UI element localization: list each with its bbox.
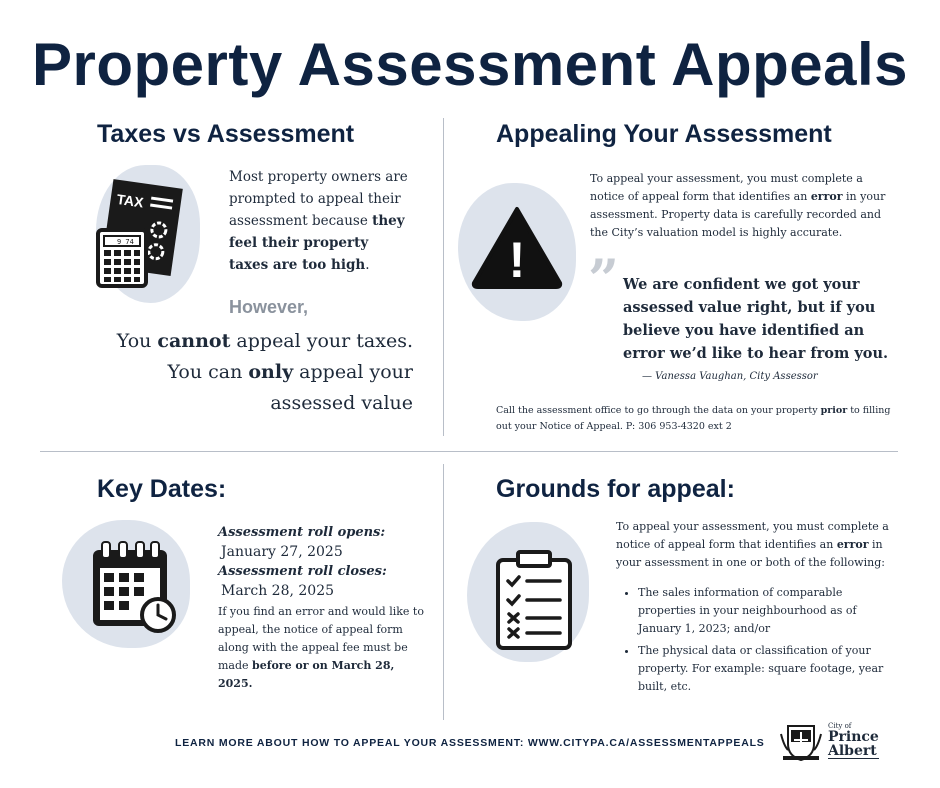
horizontal-divider (40, 451, 898, 452)
key-dates-content (218, 525, 428, 693)
taxes-statement-line-1: You cannot appeal your taxes. (116, 330, 413, 352)
logo-city-of: City of (828, 722, 852, 730)
roll-opens-label: Assessment roll opens: (218, 525, 386, 540)
roll-opens-date: January 27, 2025 (221, 544, 343, 560)
roll-closes-date: March 28, 2025 (221, 583, 335, 599)
taxes-heading: Taxes vs Assessment (97, 120, 355, 148)
appealing-section (496, 120, 832, 149)
appealing-heading: Appealing Your Assessment (496, 120, 832, 148)
city-crest-icon (778, 722, 824, 762)
list-item: • The physical data or classification of your property. For example: square footage, year built, etc. (638, 642, 891, 696)
clipboard-checklist-icon (494, 550, 574, 650)
footer-link-text[interactable]: LEARN MORE ABOUT HOW TO APPEAL YOUR ASSESSMENT: WWW.CITYPA.CA/ASSESSMENTAPPEALS (175, 737, 765, 749)
logo-prince: Prince (828, 729, 879, 745)
taxes-intro-bold: they feel their property taxes are too high (229, 213, 405, 273)
taxes-statement (100, 326, 413, 419)
vertical-divider-bottom (443, 464, 444, 720)
grounds-intro: To appeal your assessment, you must complete a notice of appeal form that identifies an error in your assessment in one or both of the following: (616, 520, 889, 569)
taxes-section (97, 120, 354, 149)
svg-text:9 74: 9 74 (117, 238, 134, 246)
taxes-intro-text: Most property owners are prompted to appeal their assessment because (229, 169, 408, 229)
assessor-quote: We are confident we got your assessed value right, but if you believe you have identified an error we’d like to hear from you. (623, 276, 889, 362)
vertical-divider-top (443, 118, 444, 436)
tax-document-calculator-icon (95, 178, 195, 288)
svg-text:TAX: TAX (115, 190, 145, 211)
key-dates-section (97, 475, 226, 504)
taxes-statement-line-3: assessed value (270, 392, 413, 414)
taxes-intro (229, 166, 409, 276)
call-office-note: Call the assessment office to go through the data on your property prior to filling out your Notice of Appeal. P: 306 953-4320 ext 2 (496, 405, 891, 432)
calendar-clock-icon (90, 540, 180, 635)
warning-icon (470, 205, 564, 289)
key-dates-heading: Key Dates: (97, 475, 227, 503)
grounds-section (496, 475, 735, 504)
grounds-content (616, 518, 891, 700)
quote-attribution: — Vanessa Vaughan, City Assessor (642, 371, 818, 382)
svg-text:!: ! (508, 232, 526, 288)
appealing-paragraph: To appeal your assessment, you must complete a notice of appeal form that identifies an error in your assessment. Property data is carefully recorded and the City’s valuation model is highly accurate. (590, 172, 886, 239)
page-title: Property Assessment Appeals (31, 31, 909, 98)
taxes-intro-end: . (365, 257, 370, 273)
taxes-statement-line-2: You can only appeal your (167, 361, 413, 383)
however-label: However, (229, 297, 309, 317)
deadline-note: If you find an error and would like to appeal, the notice of appeal form along with the appeal fee must be made before or on March 28, 2025. (218, 605, 424, 690)
list-item: • The sales information of comparable properties in your neighbourhood as of January 1, 2023; and/or (638, 584, 891, 638)
grounds-list (616, 584, 891, 696)
logo-albert: Albert (828, 744, 879, 759)
city-logo (828, 722, 879, 759)
roll-closes-label: Assessment roll closes: (218, 564, 387, 579)
grounds-heading: Grounds for appeal: (496, 475, 735, 503)
quote-mark-icon: ” (588, 247, 620, 311)
